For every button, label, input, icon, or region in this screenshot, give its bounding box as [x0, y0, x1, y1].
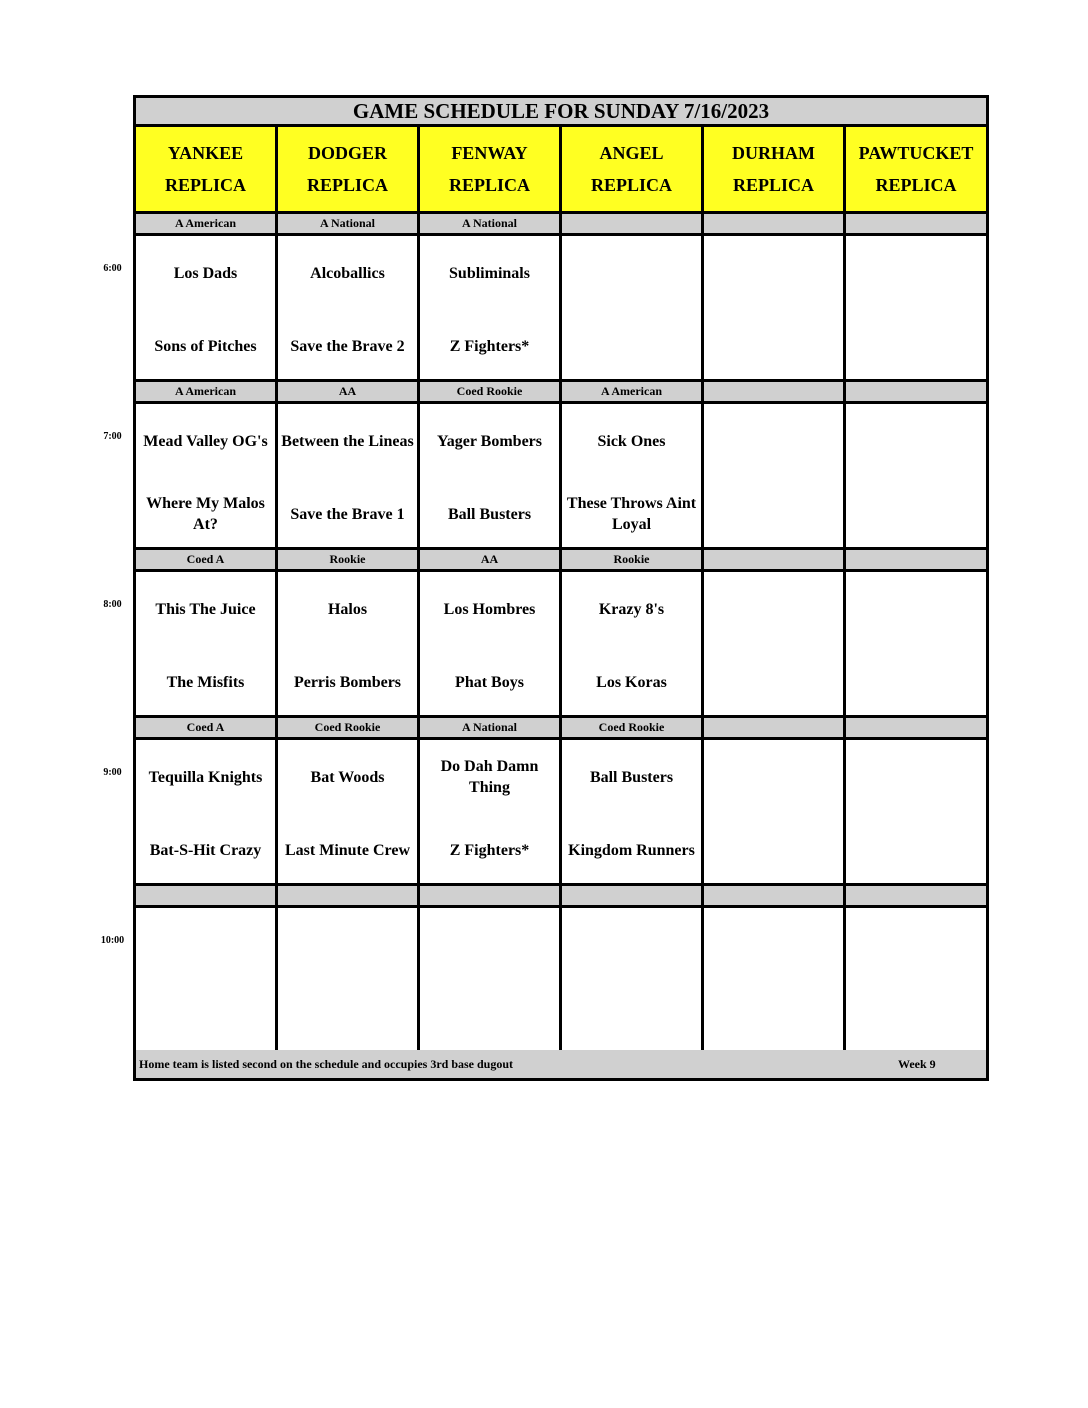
away-team: Los Hombres: [443, 600, 536, 618]
game-cell: [704, 908, 846, 1054]
week-label: Week 9: [898, 1056, 936, 1071]
home-team: [278, 993, 417, 1043]
game-cell: [846, 404, 986, 550]
division-label: [704, 382, 846, 404]
field-type: REPLICA: [590, 175, 672, 195]
home-team: Last Minute Crew: [284, 841, 411, 859]
away-team: [704, 584, 843, 634]
home-team: [846, 489, 986, 539]
division-label: [420, 886, 562, 908]
field-type: REPLICA: [164, 175, 246, 195]
game-cell: [420, 572, 562, 718]
game-cell: [278, 572, 420, 718]
home-team: [846, 993, 986, 1043]
footer-note: Home team is listed second on the schedule and occupies 3rd base dugout: [139, 1056, 514, 1071]
game-cell: [136, 404, 278, 550]
field-name: ANGEL: [599, 143, 664, 163]
away-team: Halos: [327, 600, 368, 618]
division-label: Coed Rookie: [278, 718, 420, 740]
time-label: 9:00: [103, 767, 122, 778]
division-label: A American: [562, 382, 704, 404]
away-team: Mead Valley OG's: [143, 432, 268, 450]
away-team: Alcoballics: [310, 264, 385, 282]
away-team: Subliminals: [449, 264, 530, 282]
away-team: [704, 248, 843, 298]
division-label: Coed Rookie: [420, 382, 562, 404]
game-cell: [562, 404, 704, 550]
home-team: [704, 489, 843, 539]
away-team: Los Dads: [173, 264, 238, 282]
home-team: Kingdom Runners: [568, 841, 695, 859]
home-team: Ball Busters: [447, 505, 532, 523]
time-label: 6:00: [103, 263, 122, 274]
game-cell: [278, 740, 420, 886]
away-team: Ball Busters: [589, 768, 674, 786]
home-team: Phat Boys: [455, 673, 524, 691]
away-team: Yager Bombers: [436, 432, 543, 450]
game-cell: [846, 572, 986, 718]
away-team: Krazy 8's: [598, 600, 665, 618]
home-team: The Misfits: [166, 673, 245, 691]
game-cell: [704, 740, 846, 886]
home-team: [704, 825, 843, 875]
home-team: Save the Brave 2: [290, 337, 405, 355]
division-label: AA: [420, 550, 562, 572]
field-name: PAWTUCKET: [858, 143, 974, 163]
away-team: [846, 248, 986, 298]
field-name: FENWAY: [451, 143, 528, 163]
home-team: [846, 657, 986, 707]
game-cell: [278, 908, 420, 1054]
game-cell: [846, 236, 986, 382]
division-label: [846, 214, 986, 236]
division-label: Coed A: [136, 718, 278, 740]
away-team: [846, 584, 986, 634]
field-header-0: [136, 127, 278, 214]
game-cell: [420, 908, 562, 1054]
away-team: Do Dah Damn Thing: [440, 758, 539, 796]
field-name: DURHAM: [732, 143, 815, 163]
away-team: Between the Lineas: [281, 432, 414, 450]
game-cell: [704, 404, 846, 550]
division-label: A National: [278, 214, 420, 236]
game-cell: [278, 236, 420, 382]
page-title: GAME SCHEDULE FOR SUNDAY 7/16/2023: [136, 98, 986, 127]
home-team: [704, 993, 843, 1043]
away-team: [278, 920, 417, 970]
away-team: Tequilla Knights: [148, 768, 263, 786]
division-label: [704, 214, 846, 236]
away-team: Bat Woods: [310, 768, 385, 786]
division-label: [846, 550, 986, 572]
away-team: [136, 920, 275, 970]
field-type: REPLICA: [732, 175, 814, 195]
away-team: Sick Ones: [597, 432, 666, 450]
game-cell: [420, 236, 562, 382]
home-team: Bat-S-Hit Crazy: [149, 841, 262, 859]
field-header-1: [278, 127, 420, 214]
field-header-5: [846, 127, 986, 214]
division-label: A American: [136, 214, 278, 236]
away-team: [704, 920, 843, 970]
home-team: Save the Brave 1: [290, 505, 405, 523]
game-cell: [704, 572, 846, 718]
home-team: [562, 321, 701, 371]
division-label: A American: [136, 382, 278, 404]
field-header-2: [420, 127, 562, 214]
home-team: [846, 825, 986, 875]
game-cell: [136, 236, 278, 382]
home-team: Where My Malos At?: [146, 495, 265, 533]
time-label: 10:00: [100, 935, 125, 946]
home-team: [846, 321, 986, 371]
division-label: [136, 886, 278, 908]
division-label: [562, 214, 704, 236]
game-cell: [562, 908, 704, 1054]
field-header-3: [562, 127, 704, 214]
game-cell: [846, 908, 986, 1054]
field-type: REPLICA: [875, 175, 957, 195]
game-cell: [420, 404, 562, 550]
division-label: Coed Rookie: [562, 718, 704, 740]
division-label: A National: [420, 214, 562, 236]
home-team: [136, 993, 275, 1043]
game-cell: [562, 740, 704, 886]
game-cell: [136, 908, 278, 1054]
home-team: [704, 321, 843, 371]
division-label: [704, 718, 846, 740]
home-team: Sons of Pitches: [154, 337, 257, 355]
division-label: [846, 382, 986, 404]
home-team: Z Fighters*: [449, 841, 530, 859]
game-cell: [846, 740, 986, 886]
division-label: Rookie: [562, 550, 704, 572]
home-team: [704, 657, 843, 707]
field-header-4: [704, 127, 846, 214]
division-label: AA: [278, 382, 420, 404]
division-label: [704, 886, 846, 908]
division-label: Rookie: [278, 550, 420, 572]
home-team: [562, 993, 701, 1043]
away-team: [704, 416, 843, 466]
game-cell: [704, 236, 846, 382]
game-cell: [562, 572, 704, 718]
away-team: [420, 920, 559, 970]
division-label: Coed A: [136, 550, 278, 572]
division-label: [846, 718, 986, 740]
division-label: [562, 886, 704, 908]
division-label: [704, 550, 846, 572]
division-label: [846, 886, 986, 908]
game-cell: [562, 236, 704, 382]
home-team: These Throws Aint Loyal: [566, 495, 697, 533]
away-team: [846, 416, 986, 466]
home-team: Los Koras: [596, 673, 667, 691]
field-type: REPLICA: [448, 175, 530, 195]
away-team: [562, 248, 701, 298]
time-label: 7:00: [103, 431, 122, 442]
away-team: [846, 920, 986, 970]
field-name: DODGER: [307, 143, 387, 163]
game-cell: [136, 740, 278, 886]
game-cell: [420, 740, 562, 886]
division-label: A National: [420, 718, 562, 740]
away-team: [704, 752, 843, 802]
away-team: [846, 752, 986, 802]
home-team: [420, 993, 559, 1043]
schedule-table: [133, 95, 989, 1081]
home-team: Z Fighters*: [449, 337, 530, 355]
division-label: [278, 886, 420, 908]
away-team: [562, 920, 701, 970]
game-cell: [136, 572, 278, 718]
footer-bar: [136, 1050, 986, 1078]
field-type: REPLICA: [306, 175, 388, 195]
field-name: YANKEE: [167, 143, 244, 163]
home-team: Perris Bombers: [293, 673, 402, 691]
game-cell: [278, 404, 420, 550]
time-label: 8:00: [103, 599, 122, 610]
away-team: This The Juice: [155, 600, 256, 618]
